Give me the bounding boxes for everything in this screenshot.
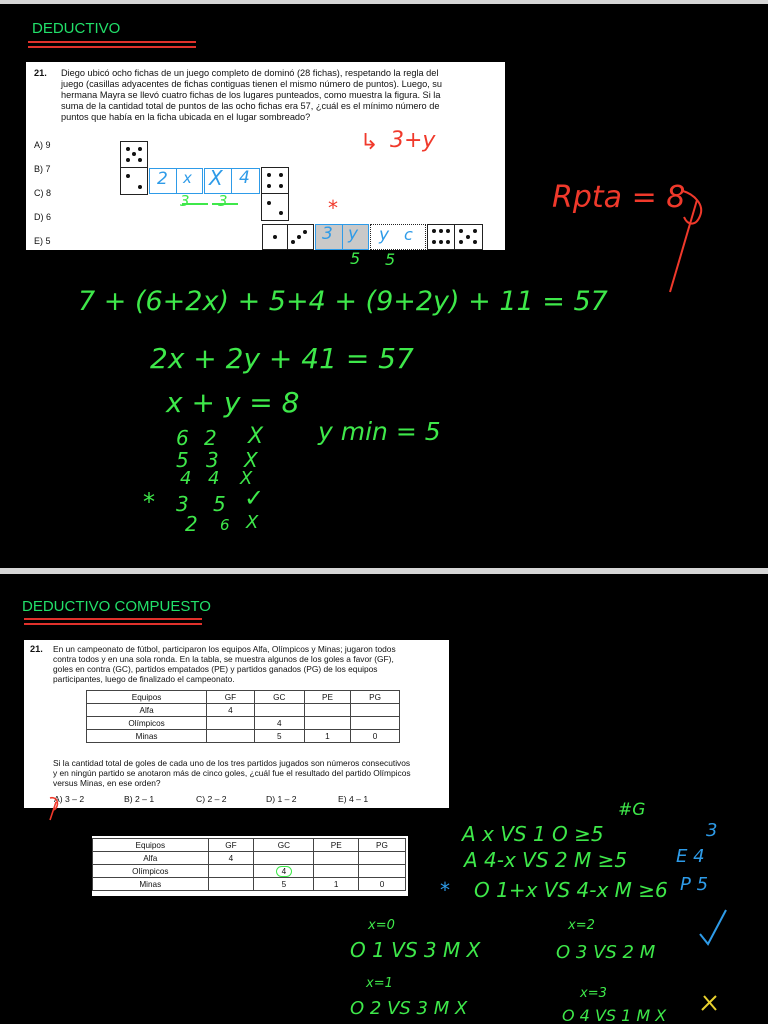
- pair-mark: X: [248, 424, 264, 449]
- pair-mark: X: [246, 512, 259, 533]
- table-cell: 4: [207, 704, 255, 717]
- problem-line: participantes, luego de finalizado el campeonato.: [53, 674, 235, 684]
- slide2-ink: [0, 574, 768, 1024]
- equation-2: 2x + 2y + 41 = 57: [150, 342, 414, 375]
- blue-mark: y: [348, 224, 359, 244]
- problem-line: Si la cantidad total de goles de cada uno de los tres partidos jugados son números consecutivos: [53, 758, 411, 768]
- case-x1: x=1: [366, 976, 393, 991]
- case-x2: x=2: [568, 918, 595, 933]
- case-x0-result: O 1 VS 3 M X: [350, 938, 481, 962]
- side-value: E 4: [676, 846, 705, 867]
- hw-line-1: A x VS 1 O ≥5: [462, 822, 604, 846]
- table-cell: 4: [254, 717, 304, 730]
- case-x3-result: O 4 VS 1 M X: [562, 1006, 667, 1024]
- case-x2-result: O 3 VS 2 M: [556, 942, 656, 963]
- hw-line-3: O 1+x VS 4-x M ≥6: [474, 878, 668, 902]
- table-cell: 5: [254, 730, 304, 743]
- table-cell: Alfa: [93, 852, 209, 865]
- y-min: y min = 5: [318, 417, 441, 446]
- table-cell: 1: [304, 730, 350, 743]
- side-value: P 5: [680, 874, 709, 895]
- table-cell: Olímpicos: [87, 717, 207, 730]
- problem-line: Diego ubicó ocho fichas de un juego completo de dominó (28 fichas), respetando la regla del: [61, 68, 439, 78]
- blue-mark: c: [404, 225, 413, 244]
- problem-line: versus Minas, en ese orden?: [53, 778, 161, 788]
- case-x3: x=3: [580, 986, 607, 1001]
- green-under: 3: [218, 192, 228, 210]
- blue-mark: 4: [239, 168, 250, 188]
- answer-label: Rpta = 8: [552, 180, 686, 215]
- problem-line: juego (casillas adyacentes de fichas contiguas tienen el mismo número de puntos). Luego, su: [61, 79, 442, 89]
- problem-number: 21.: [34, 68, 47, 78]
- pair-b: 3: [206, 448, 219, 472]
- option-a: A) 3 – 2: [54, 794, 85, 804]
- red-star: *: [328, 196, 338, 220]
- table-cell: 4: [208, 852, 254, 865]
- problem-line: hermana Mayra se llevó cuatro fichas de los lugares punteados, como muestra la figura. Si la: [61, 90, 441, 100]
- table-header: GC: [254, 839, 314, 852]
- option-c: C) 8: [34, 188, 52, 198]
- problem-line: puntos que había en la ficha ubicada en el lugar sombreado?: [61, 112, 311, 122]
- pair-a: 2: [185, 512, 198, 536]
- blue-mark: X: [209, 166, 223, 190]
- equation-3: x + y = 8: [166, 386, 300, 419]
- option-e: E) 4 – 1: [338, 794, 369, 804]
- table-cell: 0: [358, 878, 405, 891]
- table-header: PG: [351, 691, 400, 704]
- slide1-ink: [0, 4, 768, 568]
- option-c: C) 2 – 2: [196, 794, 227, 804]
- red-note: 3+y: [390, 128, 436, 153]
- option-a: A) 9: [34, 140, 51, 150]
- slide-title: DEDUCTIVO: [32, 20, 121, 37]
- red-note-arrow: ↳: [360, 130, 379, 155]
- case-x1-result: O 2 VS 3 M X: [350, 998, 468, 1019]
- option-e: E) 5: [34, 236, 51, 246]
- blue-mark: 2: [157, 169, 168, 189]
- blue-mark: 3: [322, 224, 333, 244]
- green-under: 3: [180, 192, 190, 210]
- problem-number: 21.: [30, 644, 43, 654]
- slide-deductivo: [0, 4, 768, 568]
- slide-deductivo-compuesto: [0, 574, 768, 1024]
- blue-mark: x: [183, 169, 192, 187]
- equation-1: 7 + (6+2x) + 5+4 + (9+2y) + 11 = 57: [78, 286, 608, 317]
- hw-star: *: [440, 878, 450, 902]
- case-x0: x=0: [368, 918, 395, 933]
- side-value: 3: [706, 820, 718, 841]
- pair-b: 5: [213, 492, 226, 516]
- table-header: GF: [207, 691, 255, 704]
- pair-a: 3: [176, 492, 189, 516]
- goals-label: #G: [618, 800, 646, 820]
- table-cell: Olímpicos: [93, 865, 209, 878]
- green-under: 5: [350, 249, 361, 268]
- pair-a: 4: [180, 468, 192, 489]
- table-header: GC: [254, 691, 304, 704]
- option-d: D) 1 – 2: [266, 794, 297, 804]
- table-cell: 5: [254, 878, 314, 891]
- table-header: GF: [208, 839, 254, 852]
- pair-mark: X: [244, 448, 258, 472]
- pair-a: 5: [176, 448, 189, 472]
- problem-line: suma de la cantidad total de puntos de las ocho fichas era 57, ¿cuál es el mínimo número de: [61, 101, 440, 111]
- problem-line: goles en contra (GC), partidos empatados (PE) y partidos ganados (PG) de los equipos: [53, 664, 378, 674]
- table-cell: 1: [314, 878, 358, 891]
- circled-value: 4: [276, 866, 293, 877]
- pair-mark: ✓: [244, 484, 265, 512]
- hw-line-2: A 4-x VS 2 M ≥5: [464, 848, 628, 872]
- table-header: Equipos: [87, 691, 207, 704]
- table-cell: Alfa: [87, 704, 207, 717]
- pair-mark: X: [240, 468, 253, 489]
- table-header: PE: [304, 691, 350, 704]
- green-under: 5: [385, 250, 396, 269]
- pair-star: *: [143, 488, 155, 516]
- blue-mark: y: [379, 225, 390, 245]
- option-b: B) 7: [34, 164, 51, 174]
- table-cell: 0: [351, 730, 400, 743]
- problem-line: En un campeonato de fútbol, participaron los equipos Alfa, Olímpicos y Minas; jugaron todos: [53, 644, 396, 654]
- problem-line: y en ningún partido se anotaron más de cinco goles, ¿cuál fue el resultado del partido Olímpicos: [53, 768, 411, 778]
- problem-line: contra todos y en una sola ronda. En la tabla, se muestra algunos de los goles a favor (GF),: [53, 654, 394, 664]
- option-d: D) 6: [34, 212, 52, 222]
- option-b: B) 2 – 1: [124, 794, 155, 804]
- table-header: Equipos: [93, 839, 209, 852]
- table-header: PG: [358, 839, 405, 852]
- pair-b: 4: [208, 468, 220, 489]
- table-cell: Minas: [93, 878, 209, 891]
- pair-b: 2: [204, 426, 217, 450]
- pair-b: 6: [220, 516, 230, 534]
- table-cell: Minas: [87, 730, 207, 743]
- table-header: PE: [314, 839, 358, 852]
- pair-a: 6: [176, 426, 189, 450]
- slide-title: DEDUCTIVO COMPUESTO: [22, 598, 211, 615]
